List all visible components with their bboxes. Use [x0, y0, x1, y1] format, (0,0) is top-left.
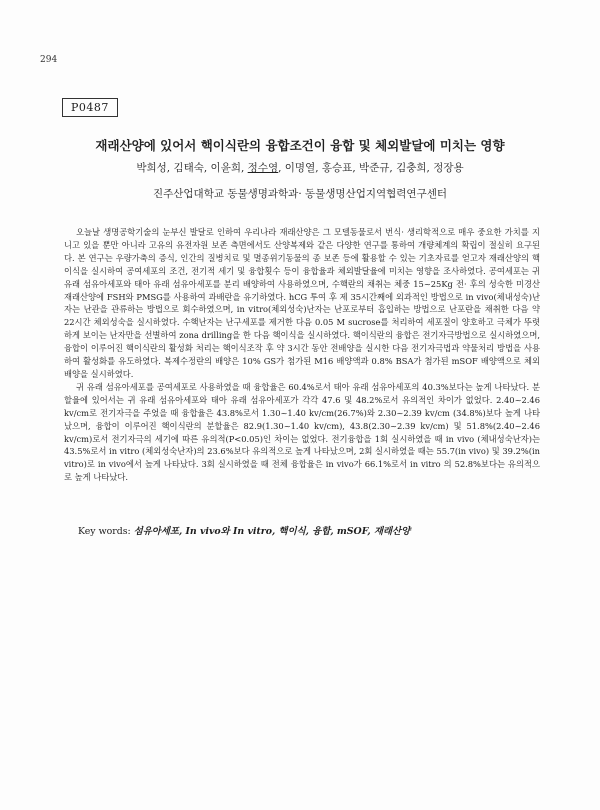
keywords-values: 섬유아세포, In vivo와 In vitro, 핵이식, 융합, mSOF, 재래산양: [133, 526, 411, 537]
authors-after: , 이명열, 홍승표, 박준규, 김충희, 정장용: [278, 162, 464, 174]
keywords-line: [78, 523, 548, 537]
abstract-code-box: P0487: [62, 98, 118, 117]
presenting-author: 정수영: [247, 162, 279, 174]
page-number: 294: [40, 55, 58, 65]
abstract-body: [64, 226, 540, 484]
paper-title: 재래산양에 있어서 핵이식란의 융합조건이 융합 및 체외발달에 미치는 영향: [95, 138, 505, 153]
keywords-label: Key words:: [78, 526, 134, 537]
authors-before: 박희성, 김태숙, 이윤희,: [136, 162, 248, 174]
affiliation: 진주산업대학교 동물생명과학과· 동물생명산업지역협력연구센터: [152, 188, 448, 200]
abstract-paragraph-2: 귀 유래 섬유아세포를 공여세포로 사용하였을 때 융합율은 60.4%로서 태아 유래 섬유아세포의 40.3%보다는 높게 나타났다. 분할율에 있어서는 귀 유래 섬유아세포와 태아 유래 섬유아세포가 각각 47.6 및 48.2%로서 유의적인 차이가 없었다. 2.40~2.46 kv/cm로 전기자극을 주었을 때 융합율은 43.8%로서 1.30~1.40 kv/cm(26.7%)와 2.30~2.39 kv/cm (34.8%)보다 높게 나타났으며, 융합이 이루어진 핵이식란의 분할율은 82.9(1.30~1.40 kv/cm), 43.8(2.30~2.39 kv/cm) 및 51.8%(2.40~2.46 kv/cm)로서 전기자극의 세기에 따른 유의적(P<0.05)인 차이는 없었다. 전기융합을 1회 실시하였을 때 in vivo (체내성숙난자)는 43.5%로서 in vitro (체외성숙난자)의 23.6%보다 유의적으로 높게 나타났으며, 2회 실시하였을 때는 55.7(in vivo) 및 39.2%(in vitro)로 in vivo에서 높게 나타났다. 3회 실시하였을 때 전체 융합율은 in vivo가 66.1%로서 in vitro 의 52.8%보다는 유의적으로 높게 나타났다.: [64, 381, 540, 483]
abstract-paragraph-1: 오늘날 생명공학기술의 눈부신 발달로 인하여 우리나라 재래산양은 그 모델동물로서 번식· 생리학적으로 매우 중요한 가치를 지니고 있을 뿐만 아니라 고유의 유전자원 보존 측면에서도 산양복제와 같은 다양한 연구를 통하여 개량체계의 확립이 절실히 요구된다. 본 연구는 우량가축의 증식, 인간의 질병치료 및 멸종위기동물의 종 보존 등에 활용할 수 있는 기초자료를 얻고자 재래산양의 핵이식을 실시하여 공여세포의 조건, 전기적 세기 및 융합횟수 등이 융합율과 체외발달율에 미치는 영향을 조사하였다. 공여세포는 귀 유래 섬유아세포와 태아 유래 섬유아세포를 분리 배양하여 사용하였으며, 수핵란의 채취는 체중 15~25Kg 전· 후의 성숙한 미경산 재래산양에 FSH와 PMSG를 사용하여 과배란을 유기하였다. hCG 투여 후 제 35시간째에 외과적인 방법으로 in vivo(체내성숙)난자는 난관을 관류하는 방법으로 회수하였으며, in vitro(체외성숙)난자는 난포로부터 흡입하는 방법으로 난포란을 채취한 다음 약 22시간 체외성숙을 실시하였다. 수핵난자는 난구세포를 제거한 다음 0.05 M sucrose를 처리하여 세포질이 양호하고 극체가 뚜렷하게 보이는 난자만을 선별하여 zona drilling을 한 다음 핵이식을 실시하였다. 핵이식란의 융합은 전기자극방법으로 실시하였으며, 융합이 이루어진 핵이식란의 활성화 처리는 핵이식조작 후 약 3시간 동안 전배양을 실시한 다음 전기자극법과 약물처리 방법을 사용하여 활성화를 유도하였다. 복제수정란의 배양은 10% GS가 첨가된 M16 배양액과 0.8% BSA가 첨가된 mSOF 배양액으로 체외배양을 실시하였다.: [64, 227, 540, 379]
author-list: [40, 160, 560, 175]
